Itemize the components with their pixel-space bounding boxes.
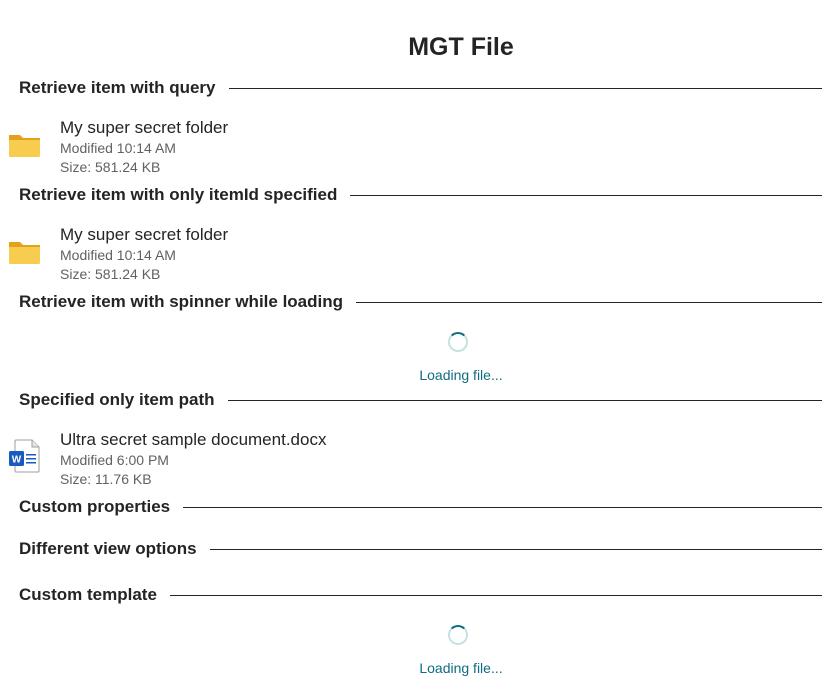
section-header-retrieve-with-query: [19, 77, 822, 99]
section-header-spinner: [19, 291, 822, 313]
section-header-view-options: [19, 538, 822, 560]
section-title: Custom properties: [19, 497, 171, 516]
section-header-retrieve-with-itemid: [19, 184, 822, 206]
file-name: My super secret folder: [60, 118, 229, 137]
section-title: Retrieve item with query: [19, 78, 216, 97]
file-name: Ultra secret sample document.docx: [60, 430, 327, 449]
file-size: Size: 11.76 KB: [60, 471, 152, 487]
section-title: Different view options: [19, 539, 197, 558]
section-header-item-path: [19, 389, 822, 411]
loading-indicator: [0, 625, 822, 683]
section-title: Retrieve item with spinner while loading: [19, 292, 344, 311]
file-item-folder-itemid[interactable]: [8, 224, 468, 286]
section-title: Specified only item path: [19, 390, 215, 409]
file-modified: Modified 10:14 AM: [60, 140, 176, 156]
file-item-docx[interactable]: [8, 429, 468, 491]
section-divider: [170, 595, 822, 596]
loading-text: Loading file...: [419, 367, 503, 383]
section-header-custom-template: [19, 584, 822, 606]
word-document-icon: [8, 439, 42, 473]
folder-icon: [8, 127, 42, 161]
loading-indicator: [0, 332, 822, 390]
file-name: My super secret folder: [60, 225, 229, 244]
section-divider: [356, 302, 822, 303]
spinner-icon: [448, 332, 468, 352]
section-title: Custom template: [19, 585, 157, 604]
section-divider: [210, 549, 822, 550]
section-divider: [229, 88, 822, 89]
file-size: Size: 581.24 KB: [60, 266, 161, 282]
section-header-custom-properties: [19, 496, 822, 518]
spinner-icon: [448, 625, 468, 645]
file-modified: Modified 10:14 AM: [60, 247, 176, 263]
loading-text: Loading file...: [419, 660, 503, 676]
section-divider: [350, 195, 822, 196]
folder-icon: [8, 234, 42, 268]
file-size: Size: 581.24 KB: [60, 159, 161, 175]
svg-text:W: W: [11, 454, 22, 466]
file-item-folder-query[interactable]: [8, 117, 468, 179]
page-title: MGT File: [408, 33, 514, 61]
section-title: Retrieve item with only itemId specified: [19, 185, 338, 204]
section-divider: [183, 507, 822, 508]
file-modified: Modified 6:00 PM: [60, 452, 169, 468]
section-divider: [228, 400, 822, 401]
